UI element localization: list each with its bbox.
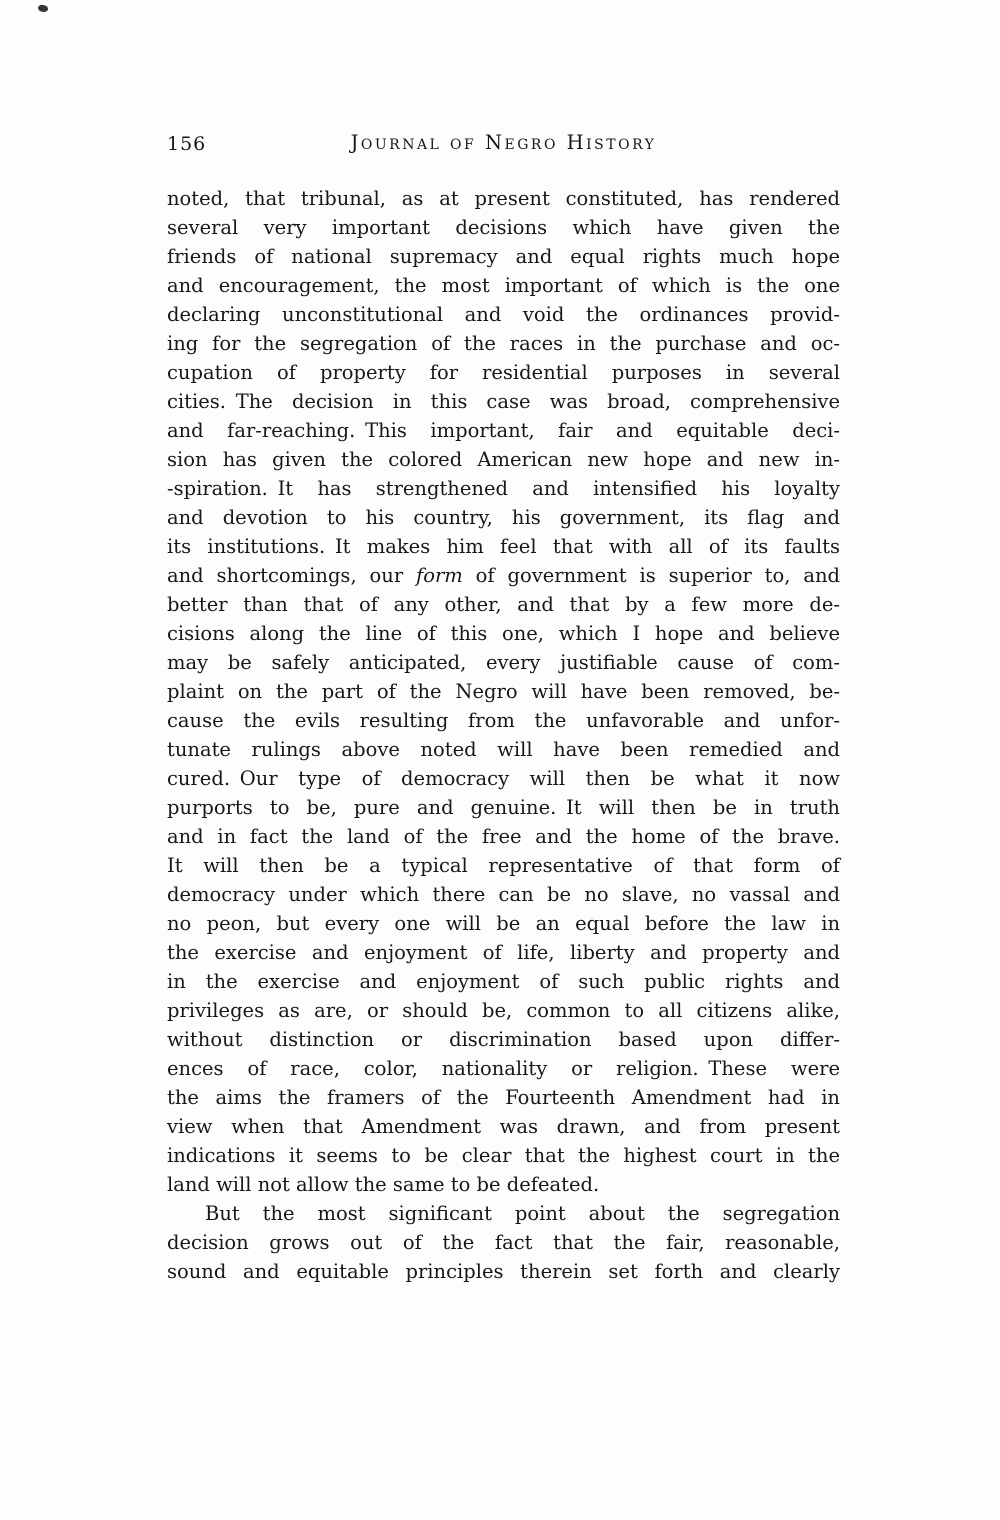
text-segment: It will then be a typical representative of that form of xyxy=(167,854,840,877)
text-line xyxy=(167,474,840,503)
text-line xyxy=(167,184,840,213)
text-segment: ences of race, color, nationality or religion. These were xyxy=(167,1057,840,1080)
page-header xyxy=(167,131,840,159)
text-line xyxy=(167,445,840,474)
text-segment: indications it seems to be clear that the highest court in the xyxy=(167,1144,840,1167)
text-segment: cupation of property for residential purposes in several xyxy=(167,361,840,384)
text-line xyxy=(167,1083,840,1112)
text-segment: view when that Amendment was drawn, and from present xyxy=(167,1115,840,1138)
text-segment: purports to be, pure and genuine. It will then be in truth xyxy=(167,796,840,819)
text-line xyxy=(167,967,840,996)
text-line xyxy=(167,416,840,445)
text-line xyxy=(167,532,840,561)
text-line xyxy=(167,793,840,822)
text-segment: the aims the framers of the Fourteenth Amendment had in xyxy=(167,1086,840,1109)
text-line xyxy=(167,735,840,764)
text-segment: without distinction or discrimination based upon differ- xyxy=(167,1028,840,1051)
text-segment: several very important decisions which have given the xyxy=(167,216,840,239)
text-line xyxy=(167,271,840,300)
text-segment: and shortcomings, our xyxy=(167,564,417,587)
text-line xyxy=(167,851,840,880)
text-line xyxy=(167,619,840,648)
text-line xyxy=(167,909,840,938)
italic-word: form xyxy=(416,564,463,587)
text-segment: of government is superior to, and xyxy=(462,564,840,587)
text-segment: in the exercise and enjoyment of such public rights and xyxy=(167,970,840,993)
text-line xyxy=(167,387,840,416)
text-line xyxy=(167,764,840,793)
text-segment: may be safely anticipated, every justifiable cause of com- xyxy=(167,651,840,674)
text-segment: and in fact the land of the free and the home of the brave. xyxy=(167,825,840,848)
text-segment: the exercise and enjoyment of life, liberty and property and xyxy=(167,941,840,964)
text-segment: -spiration. It has strengthened and intensified his loyalty xyxy=(167,477,840,500)
text-segment: cities. The decision in this case was broad, comprehensive xyxy=(167,390,840,413)
text-line xyxy=(167,1054,840,1083)
text-segment: sound and equitable principles therein set forth and clearly xyxy=(167,1260,840,1283)
text-segment: tunate rulings above noted will have been remedied and xyxy=(167,738,840,761)
text-line xyxy=(167,1112,840,1141)
text-line xyxy=(167,648,840,677)
text-segment: no peon, but every one will be an equal before the law in xyxy=(167,912,840,935)
text-line xyxy=(167,996,840,1025)
text-line xyxy=(167,242,840,271)
text-segment: cured. Our type of democracy will then be what it now xyxy=(167,767,840,790)
text-line xyxy=(167,503,840,532)
text-line xyxy=(167,358,840,387)
text-line xyxy=(167,213,840,242)
text-line xyxy=(167,1141,840,1170)
text-line xyxy=(167,880,840,909)
text-line xyxy=(167,590,840,619)
text-segment: friends of national supremacy and equal rights much hope xyxy=(167,245,840,268)
text-segment: better than that of any other, and that by a few more de- xyxy=(167,593,840,616)
text-line xyxy=(167,1025,840,1054)
text-segment: But the most significant point about the segregation xyxy=(205,1202,840,1225)
text-line xyxy=(167,561,840,590)
text-line xyxy=(167,822,840,851)
text-segment: declaring unconstitutional and void the ordinances provid- xyxy=(167,303,840,326)
text-segment: its institutions. It makes him feel that with all of its faults xyxy=(167,535,840,558)
page-number: 156 xyxy=(167,133,207,155)
text-segment: privileges as are, or should be, common to all citizens alike, xyxy=(167,999,840,1022)
text-segment: plaint on the part of the Negro will have been removed, be- xyxy=(167,680,840,703)
text-line xyxy=(167,1170,840,1199)
text-segment: noted, that tribunal, as at present constituted, has rendered xyxy=(167,187,840,210)
text-segment: and far-reaching. This important, fair and equitable deci- xyxy=(167,419,840,442)
text-segment: and encouragement, the most important of which is the one xyxy=(167,274,840,297)
text-segment: democracy under which there can be no slave, no vassal and xyxy=(167,883,840,906)
text-line xyxy=(167,677,840,706)
text-line xyxy=(167,1228,840,1257)
text-segment: decision grows out of the fact that the fair, reasonable, xyxy=(167,1231,840,1254)
text-line xyxy=(167,938,840,967)
running-title: Journal of Negro History xyxy=(350,131,657,154)
scan-artifact xyxy=(37,4,49,14)
text-line xyxy=(167,300,840,329)
text-segment: cause the evils resulting from the unfavorable and unfor- xyxy=(167,709,840,732)
text-line xyxy=(167,329,840,358)
text-segment: ing for the segregation of the races in the purchase and oc- xyxy=(167,332,840,355)
page-body xyxy=(167,184,840,1286)
text-segment: sion has given the colored American new hope and new in- xyxy=(167,448,840,471)
text-line xyxy=(167,1257,840,1286)
text-segment: and devotion to his country, his government, its flag and xyxy=(167,506,840,529)
text-line xyxy=(167,706,840,735)
text-segment: cisions along the line of this one, which I hope and believe xyxy=(167,622,840,645)
text-segment: land will not allow the same to be defeated. xyxy=(167,1173,600,1196)
text-line xyxy=(167,1199,840,1228)
